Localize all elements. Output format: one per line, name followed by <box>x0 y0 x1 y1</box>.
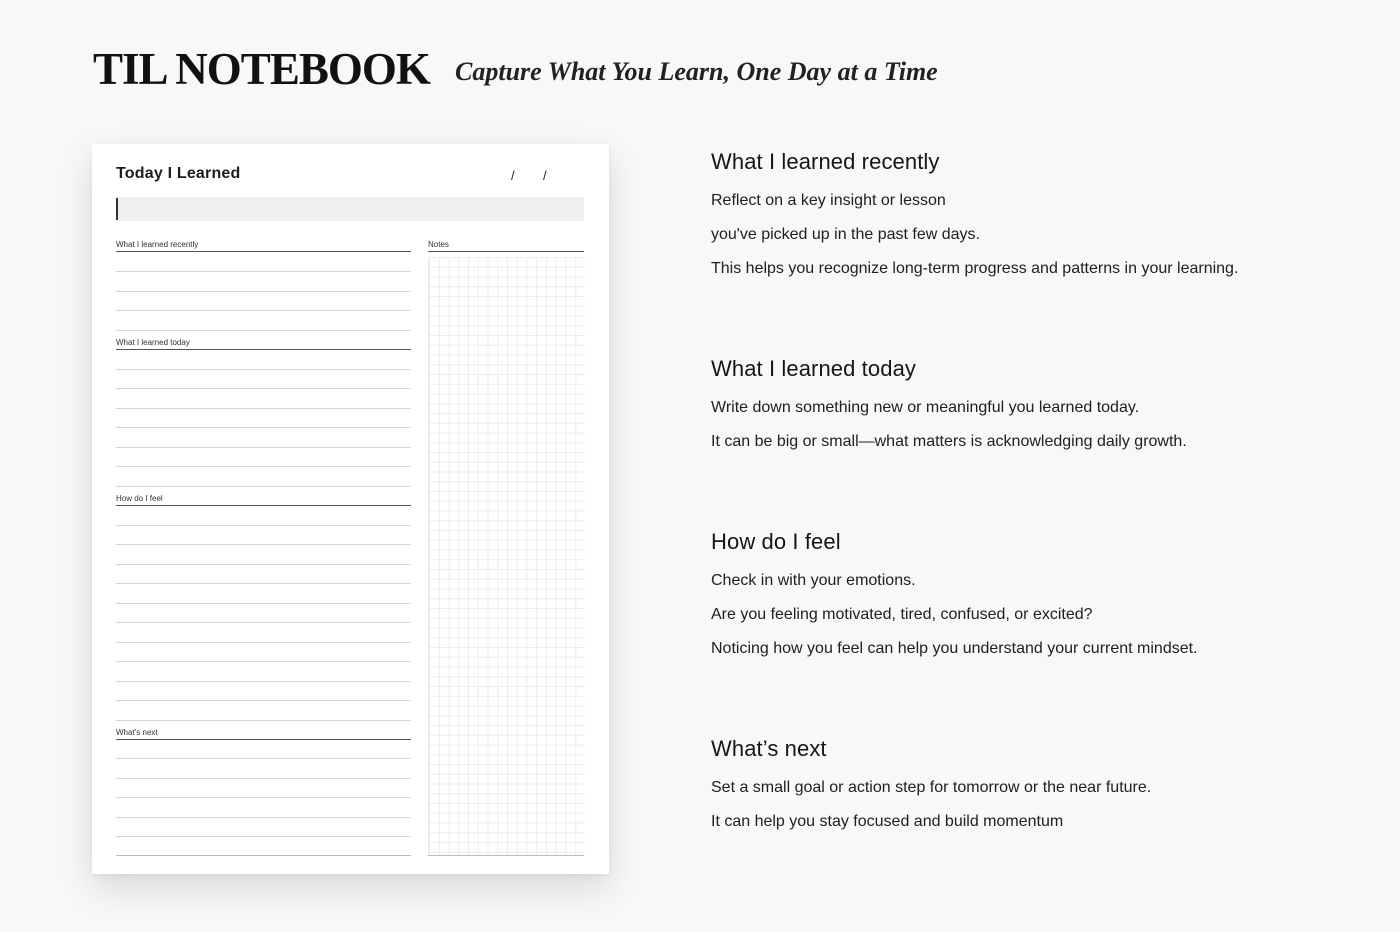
section-label-today: What I learned today <box>116 338 411 350</box>
writing-line <box>116 661 411 662</box>
description-line: Write down something new or meaningful you learned today. <box>711 399 1140 416</box>
notebook-page-preview <box>92 144 609 874</box>
writing-line <box>116 836 411 837</box>
notebook-page-title: Today I Learned <box>116 165 241 182</box>
writing-line <box>116 310 411 311</box>
writing-line <box>116 486 411 487</box>
text-cursor <box>116 198 118 220</box>
description-today <box>711 355 1351 459</box>
section-label-next: What’s next <box>116 728 411 740</box>
description-line: you've picked up in the past few days. <box>711 226 980 243</box>
notes-label: Notes <box>428 240 584 252</box>
writing-line <box>116 855 411 856</box>
writing-line <box>116 466 411 467</box>
writing-line <box>116 330 411 331</box>
notes-grid <box>428 257 585 855</box>
description-line: It can help you stay focused and build momentum <box>711 813 1064 830</box>
date-separator: / <box>543 168 547 183</box>
writing-line <box>116 622 411 623</box>
description-heading: What I learned recently <box>711 149 940 174</box>
description-heading: How do I feel <box>711 529 841 554</box>
writing-line <box>116 817 411 818</box>
writing-line <box>116 603 411 604</box>
description-line: Are you feeling motivated, tired, confused, or excited? <box>711 606 1093 623</box>
writing-line <box>116 388 411 389</box>
writing-line <box>116 758 411 759</box>
description-heading: What I learned today <box>711 356 917 381</box>
writing-line <box>116 583 411 584</box>
writing-line <box>116 544 411 545</box>
notes-grid-bottom-rule <box>428 855 584 856</box>
writing-line <box>116 525 411 526</box>
title-input-box <box>116 197 584 221</box>
description-recently <box>711 148 1351 286</box>
writing-line <box>116 564 411 565</box>
description-line: Set a small goal or action step for tomorrow or the near future. <box>711 779 1152 796</box>
page-title: TIL NOTEBOOK <box>93 44 430 94</box>
writing-line <box>116 681 411 682</box>
description-line: Check in with your emotions. <box>711 572 916 589</box>
section-label-feel: How do I feel <box>116 494 411 506</box>
page-subtitle: Capture What You Learn, One Day at a Time <box>455 57 938 86</box>
description-line: This helps you recognize long-term progress and patterns in your learning. <box>711 260 1239 277</box>
writing-line <box>116 797 411 798</box>
writing-line <box>116 700 411 701</box>
writing-line <box>116 271 411 272</box>
description-next <box>711 735 1351 839</box>
date-separator: / <box>511 168 515 183</box>
description-feel <box>711 528 1351 666</box>
description-heading: What’s next <box>711 736 827 761</box>
description-line: It can be big or small—what matters is acknowledging daily growth. <box>711 433 1187 450</box>
writing-line <box>116 447 411 448</box>
writing-line <box>116 291 411 292</box>
writing-line <box>116 642 411 643</box>
description-line: Noticing how you feel can help you understand your current mindset. <box>711 640 1198 657</box>
writing-line <box>116 778 411 779</box>
description-line: Reflect on a key insight or lesson <box>711 192 946 209</box>
writing-line <box>116 408 411 409</box>
writing-line <box>116 720 411 721</box>
writing-line <box>116 369 411 370</box>
section-label-recently: What I learned recently <box>116 240 411 252</box>
writing-line <box>116 427 411 428</box>
